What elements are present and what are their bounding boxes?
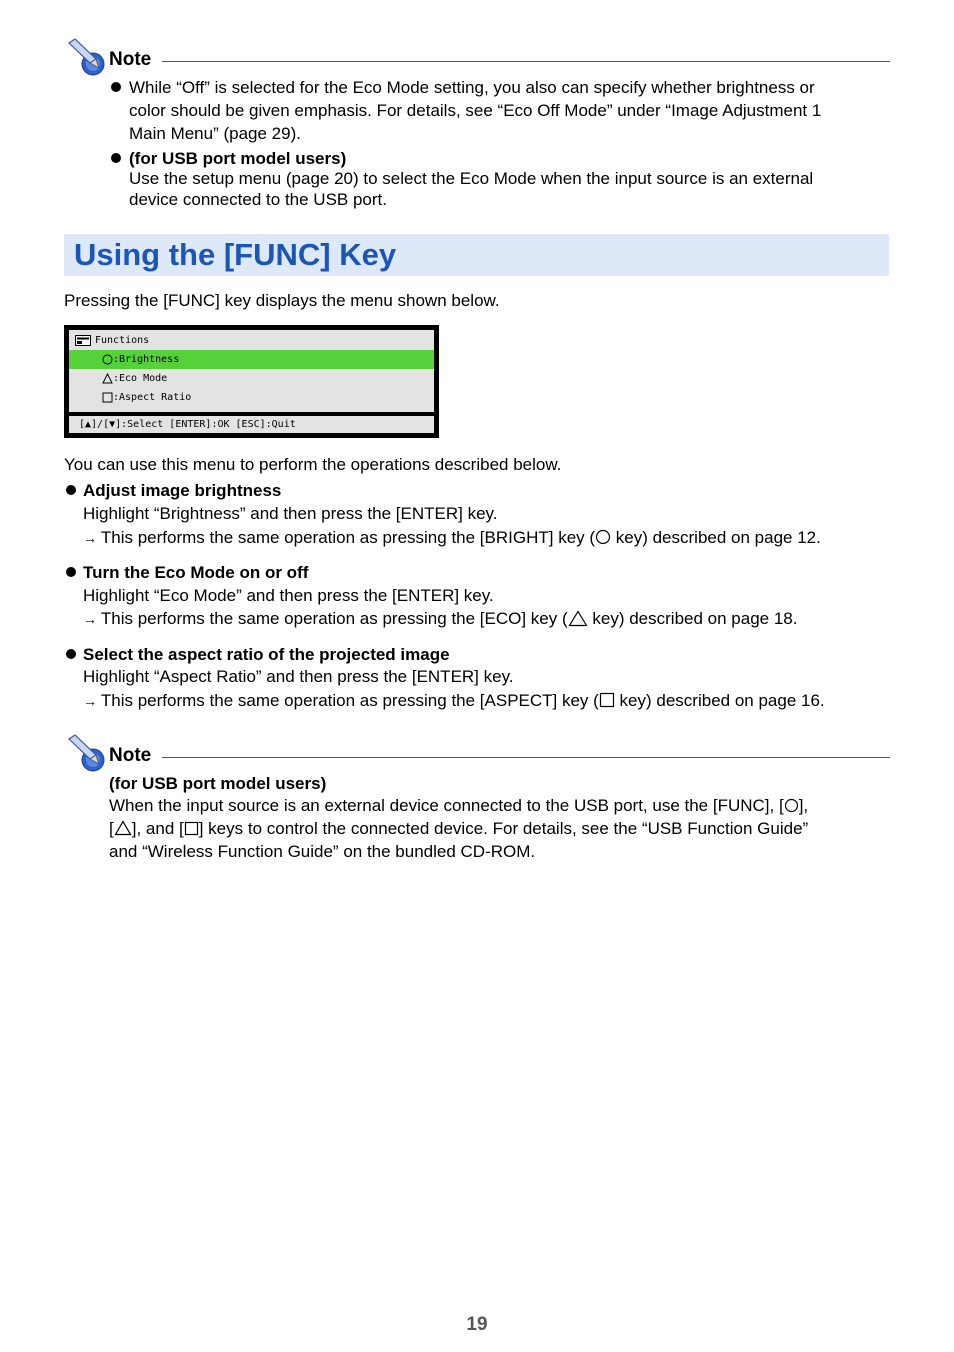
note-bullet-text: color should be given emphasis. For details, see “Eco Off Mode” under “Image Adjustment 1 xyxy=(129,101,822,120)
menu-title: Functions xyxy=(95,335,150,346)
arrow-icon: → xyxy=(83,693,101,709)
triangle-icon xyxy=(114,820,132,836)
menu-panel xyxy=(69,330,434,412)
circle-icon xyxy=(784,798,799,813)
section-heading-bar xyxy=(64,234,889,276)
menu-item-brightness xyxy=(69,350,434,369)
note-pencil-icon xyxy=(66,733,106,773)
operation-step: Highlight “Eco Mode” and then press the [ENTER] key. xyxy=(83,586,494,605)
note-divider xyxy=(162,61,890,62)
operation-title: Select the aspect ratio of the projected image xyxy=(83,645,450,664)
menu-item-label: :Brightness xyxy=(113,354,180,365)
bullet-dot xyxy=(111,153,121,163)
note-pencil-icon xyxy=(66,37,106,77)
triangle-key-icon xyxy=(102,373,113,384)
operation-result: → This performs the same operation as pressing the [BRIGHT] key ( key) described on page 12. xyxy=(83,528,821,547)
bullet-dot xyxy=(111,82,121,92)
functions-menu-screenshot xyxy=(64,325,439,438)
menu-item-label: :Aspect Ratio xyxy=(113,392,192,403)
bullet-dot xyxy=(66,649,76,659)
square-key-icon xyxy=(102,392,113,403)
note-text: [ ], and [ ] keys to control the connected device. For details, see the “USB Function Guide” xyxy=(109,819,809,838)
menu-footer xyxy=(69,416,434,433)
operation-result: → This performs the same operation as pressing the [ECO] key ( key) described on page 18. xyxy=(83,609,798,628)
note-bullet-text: Main Menu” (page 29). xyxy=(129,124,301,143)
menu-window-icon xyxy=(75,335,91,346)
note-label: Note xyxy=(109,49,152,70)
operation-title: Adjust image brightness xyxy=(83,481,282,500)
arrow-icon: → xyxy=(83,611,101,627)
note-bullet-title: (for USB port model users) xyxy=(129,149,347,168)
note-text: When the input source is an external device connected to the USB port, use the [FUNC], [ ], xyxy=(109,796,809,815)
operation-step: Highlight “Aspect Ratio” and then press the [ENTER] key. xyxy=(83,667,514,686)
note-label: Note xyxy=(109,745,152,766)
note-text: and “Wireless Function Guide” on the bundled CD-ROM. xyxy=(109,842,536,861)
note-title: (for USB port model users) xyxy=(109,774,327,793)
section-title: Using the [FUNC] Key xyxy=(74,237,397,272)
operation-result: → This performs the same operation as pressing the [ASPECT] key ( key) described on page 16. xyxy=(83,691,825,710)
triangle-icon xyxy=(568,610,588,627)
note-header xyxy=(66,733,890,773)
bullet-dot xyxy=(66,567,76,577)
note-bullet-text: device connected to the USB port. xyxy=(129,190,387,209)
square-icon xyxy=(599,692,615,708)
operation-step: Highlight “Brightness” and then press the [ENTER] key. xyxy=(83,504,498,523)
circle-icon xyxy=(595,529,611,545)
circle-key-icon xyxy=(102,354,113,365)
menu-item-aspect-ratio xyxy=(69,388,434,407)
intro-text: Pressing the [FUNC] key displays the menu shown below. xyxy=(64,291,500,310)
page-number: 19 xyxy=(466,1314,488,1335)
square-icon xyxy=(184,821,199,836)
menu-item-label: :Eco Mode xyxy=(113,373,168,384)
note-header xyxy=(66,37,890,77)
arrow-icon: → xyxy=(83,530,101,546)
lead-text: You can use this menu to perform the operations described below. xyxy=(64,455,562,474)
note-bullet-text: Use the setup menu (page 20) to select the Eco Mode when the input source is an external xyxy=(129,169,814,188)
note-bullet-text: While “Off” is selected for the Eco Mode setting, you also can specify whether brightness or xyxy=(129,78,815,97)
operation-title: Turn the Eco Mode on or off xyxy=(83,563,309,582)
note-divider xyxy=(162,757,890,758)
menu-title-row xyxy=(69,331,434,350)
bullet-dot xyxy=(66,485,76,495)
menu-footer-text: [▲]/[▼]:Select [ENTER]:OK [ESC]:Quit xyxy=(79,419,296,430)
menu-item-eco-mode xyxy=(69,369,434,388)
